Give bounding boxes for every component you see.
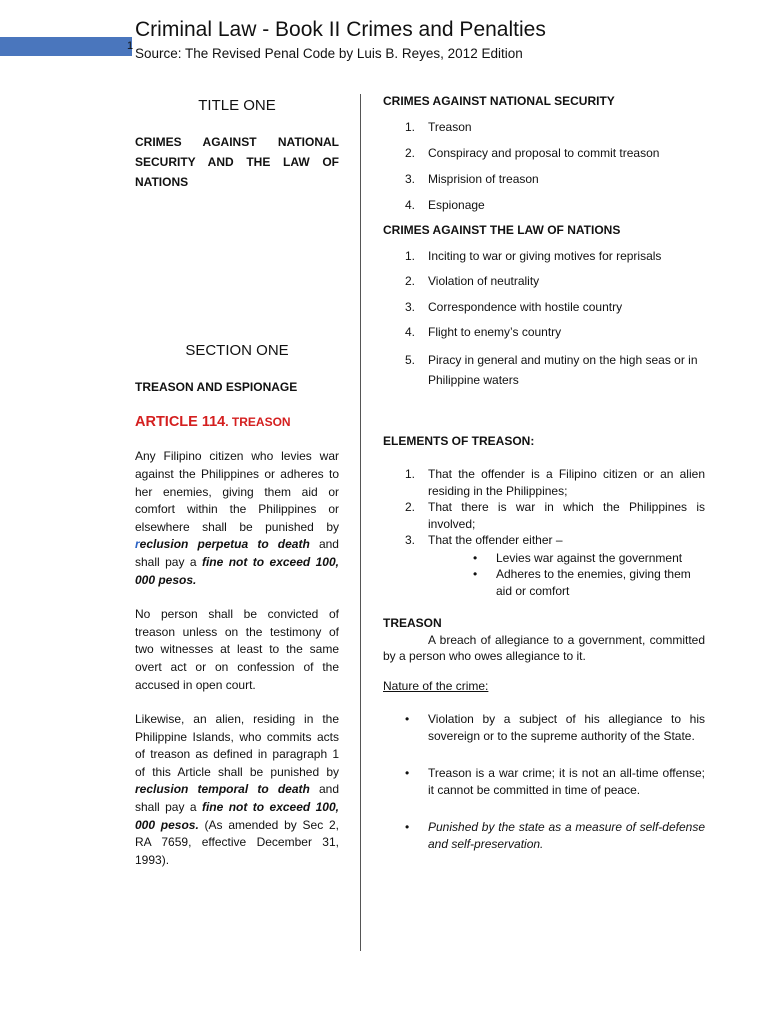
nature-list [383,711,705,852]
section-subject: TREASON AND ESPIONAGE [135,380,298,395]
list-item: 2. Violation of neutrality [405,274,540,288]
list-item: 1. Inciting to war or giving motives for reprisals [405,248,662,263]
national-security-heading: CRIMES AGAINST NATIONAL SECURITY [383,94,615,108]
left-column [135,94,339,869]
document-source: Source: The Revised Penal Code by Luis B. Reyes, 2012 Edition [135,46,523,61]
para1-text-2: and shall pay a [135,537,339,569]
elements-list [383,466,705,549]
article-paragraph-1 [135,448,339,589]
list-item: 5. Piracy in general and mutiny on the high seas or in Philippine waters [405,352,698,387]
article-paragraph-2: No person shall be convicted of treason unless on the testimony of two witnesses at least to the same overt act or on confession of the accused in open court. [135,607,339,692]
list-item: 3. Misprision of treason [405,171,539,186]
list-item: 1. That the offender is a Filipino citizen or an alien residing in the Philippines; [405,467,705,498]
title-one-subject: CRIMES AGAINST NATIONAL SECURITY AND THE LAW OF NATIONS [135,134,339,189]
article-paragraph-3 [135,711,339,869]
para1-blue-letter: r [135,537,140,552]
right-column [383,93,705,852]
list-item: • Treason is a war crime; it is not an all-time offense; it cannot be committed in time of peace. [405,766,705,797]
page-number: 1 [127,40,134,52]
list-item: 4. Flight to enemy’s country [405,325,562,339]
list-item: • Violation by a subject of his allegiance to his sovereign or to the supreme authority of the State. [405,712,705,743]
para1-fine: fine not to exceed 100, 000 pesos. [135,554,339,587]
list-item: 3. Correspondence with hostile country [405,299,623,314]
list-item: 3. That the offender either – [405,533,563,547]
para1-penalty: eclusion perpetua to death [139,537,310,552]
law-of-nations-list [383,248,705,390]
para3-amendment: (As amended by Sec 2, RA 7659, effective December 31, 1993). [135,817,339,867]
nature-heading: Nature of the crime: [383,678,489,693]
list-item: 2. Conspiracy and proposal to commit treason [405,145,660,160]
list-item: 1. Treason [405,119,472,134]
list-item: • Adheres to the enemies, giving them aid or comfort [473,567,691,598]
para3-text-2: and shall pay a [135,782,340,815]
column-divider [360,94,361,951]
article-name: . TREASON [225,414,291,429]
para3-fine: fine not to exceed 100, 000 pesos. [135,800,339,832]
para1-text: Any Filipino citizen who levies war against the Philippines or adheres to her enemies, giving them aid or comfort within the Philippines or elsewhere shall be punished by [135,449,339,534]
document-title: Criminal Law - Book II Crimes and Penalties [135,18,546,41]
para3-penalty: reclusion temporal to death [135,782,310,797]
section-one-heading: SECTION ONE [185,341,289,359]
header-accent-bar [0,37,132,56]
article-label: ARTICLE 114 [135,413,226,430]
treason-definition: A breach of allegiance to a government, committed by a person who owes allegiance to it. [383,632,705,663]
national-security-list [383,119,705,214]
law-of-nations-heading: CRIMES AGAINST THE LAW OF NATIONS [383,223,621,237]
list-item: • Punished by the state as a measure of self-defense and self-preservation. [405,820,705,851]
elements-heading: ELEMENTS OF TREASON: [383,433,535,448]
elements-sub-list [383,550,705,600]
list-item: 4. Espionage [405,197,485,212]
list-item: • Levies war against the government [473,550,683,565]
list-item: 2. That there is war in which the Philippines is involved; [405,500,705,531]
para3-text: Likewise, an alien, residing in the Philippine Islands, who commits acts of treason as defined in paragraph 1 of this Article shall be punished by [135,712,339,779]
treason-heading: TREASON [383,616,442,630]
title-one-heading: TITLE ONE [198,97,276,114]
article-heading [135,414,339,432]
